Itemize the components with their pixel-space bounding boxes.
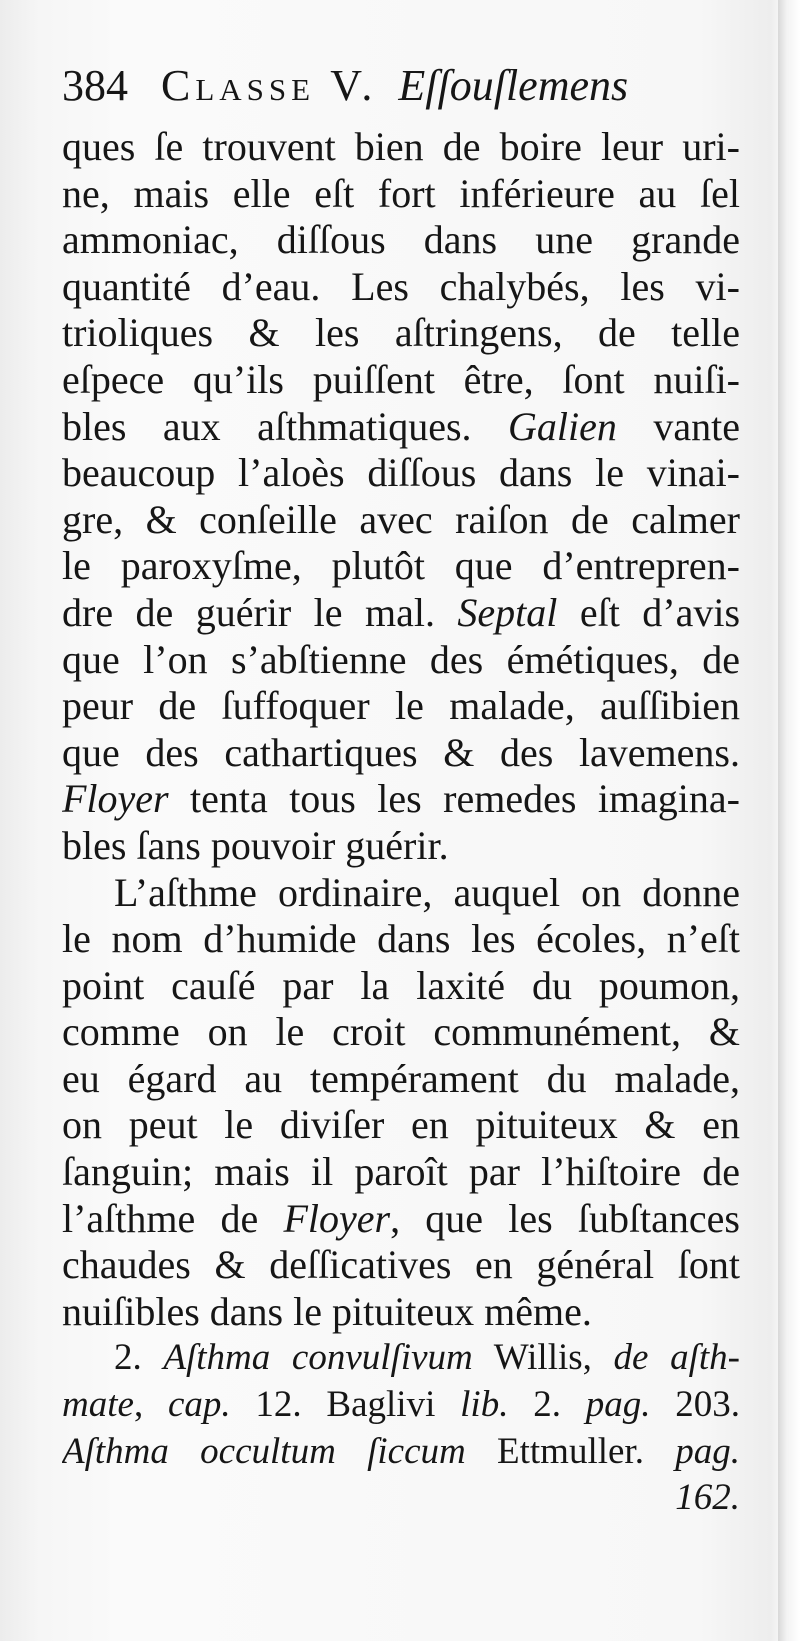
- text-run: le paroxyſme, plutôt que d’entrepren-: [62, 543, 740, 589]
- text-run: point cauſé par la laxité du poumon,: [62, 962, 740, 1008]
- text-line: [62, 404, 740, 451]
- italic-run: mate: [62, 1384, 134, 1426]
- text-line: [62, 1056, 740, 1103]
- text-line: [62, 823, 740, 870]
- text-line: [62, 543, 740, 590]
- text-line: [62, 1009, 740, 1056]
- text-run: tenta tous les remedes imagina-: [168, 776, 740, 822]
- text-run: gre, & conſeille avec raiſon de calmer: [62, 496, 740, 542]
- text-line: [62, 870, 740, 917]
- text-line: [62, 1102, 740, 1149]
- text-line: [62, 776, 740, 823]
- italic-run: Floyer: [62, 776, 169, 822]
- text-line: [62, 683, 740, 730]
- text-line: [62, 963, 740, 1010]
- text-run: vante: [616, 403, 740, 449]
- footnote-line: [62, 1475, 740, 1522]
- text-line: [62, 124, 740, 171]
- text-line: [62, 916, 740, 963]
- text-line: [62, 1289, 740, 1336]
- text-line: [62, 217, 740, 264]
- page-number: 384: [62, 61, 128, 110]
- italic-run: 162.: [675, 1477, 740, 1519]
- text-run: comme on le croit communément, &: [62, 1009, 740, 1055]
- chapter-label: Classe V.: [161, 61, 378, 110]
- text-run: ,: [133, 1384, 168, 1426]
- text-run: ſanguin; mais il paroît par l’hiſtoire de: [62, 1149, 740, 1195]
- text-line: [62, 590, 740, 637]
- text-run: ne, mais elle eſt fort inférieure au ſel: [62, 170, 740, 216]
- text-run: chaudes & deſſicatives en général ſont: [62, 1242, 740, 1288]
- footnote-line: [62, 1335, 740, 1382]
- text-run: beaucoup l’aloès diſſous dans le vinai-: [62, 450, 740, 496]
- italic-run: pag.: [675, 1430, 740, 1472]
- text-line: [62, 1196, 740, 1243]
- text-line: [62, 497, 740, 544]
- text-line: [62, 357, 740, 404]
- text-line: [62, 1242, 740, 1289]
- text-run: 203.: [650, 1384, 740, 1426]
- text-line: [62, 310, 740, 357]
- text-run: le nom d’humide dans les écoles, n’eſt: [62, 916, 740, 962]
- italic-run: Floyer: [283, 1195, 391, 1241]
- text-run: ammoniac, diſſous dans une grande: [62, 217, 740, 263]
- text-run: que l’on s’abſtienne des émétiques, de: [62, 636, 740, 682]
- text-line: [62, 730, 740, 777]
- italic-run: lib.: [460, 1384, 509, 1426]
- italic-run: Aſthma convulſivum: [163, 1337, 473, 1379]
- text-run: que des cathartiques & des lavemens.: [62, 729, 740, 775]
- text-run: on peut le diviſer en pituiteux & en: [62, 1102, 740, 1148]
- text-line: [62, 450, 740, 497]
- italic-run: Aſthma occultum ſiccum: [62, 1430, 466, 1472]
- text-run: eu égard au tempérament du malade,: [62, 1055, 740, 1101]
- text-run: eſpece qu’ils puiſſent être, ſont nuiſi-: [62, 356, 740, 402]
- text-run: quantité d’eau. Les chalybés, les vi-: [62, 263, 740, 309]
- text-line: [62, 1149, 740, 1196]
- text-run: bles aux aſthmatiques.: [62, 403, 509, 449]
- running-head: [62, 58, 702, 114]
- italic-run: Septal: [457, 589, 558, 635]
- text-run: Ettmuller.: [465, 1430, 676, 1472]
- text-run: bles ſans pouvoir guérir.: [62, 822, 449, 868]
- italic-run: pag.: [585, 1384, 651, 1426]
- italic-run: Galien: [508, 403, 617, 449]
- text-line: [62, 171, 740, 218]
- text-line: [62, 637, 740, 684]
- page-edge-shadow: [778, 0, 800, 1641]
- italic-run: cap.: [167, 1384, 231, 1426]
- text-run: nuiſibles dans le pituiteux même.: [62, 1288, 592, 1334]
- text-line: [62, 264, 740, 311]
- text-run: ques ſe trouvent bien de boire leur uri-: [62, 124, 740, 169]
- italic-run: de aſth-: [613, 1337, 740, 1379]
- text-run: 2.: [114, 1337, 164, 1379]
- text-run: 12. Baglivi: [230, 1384, 461, 1426]
- text-run: dre de guérir le mal.: [62, 589, 458, 635]
- text-run: eſt d’avis: [557, 589, 740, 635]
- text-run: trioliques & les aſtringens, de telle: [62, 310, 740, 356]
- text-run: peur de ſuffoquer le malade, auſſibien: [62, 683, 740, 729]
- footnote-line: [62, 1429, 740, 1476]
- running-title: Eſſouſlemens: [398, 61, 629, 110]
- footnote-line: [62, 1382, 740, 1429]
- text-run: l’aſthme de: [62, 1195, 284, 1241]
- text-run: , que les ſubſtances: [390, 1195, 740, 1241]
- body-text: [62, 124, 740, 1522]
- text-run: L’aſthme ordinaire, auquel on donne: [114, 869, 740, 915]
- text-run: 2.: [508, 1384, 586, 1426]
- text-run: Willis,: [472, 1337, 614, 1379]
